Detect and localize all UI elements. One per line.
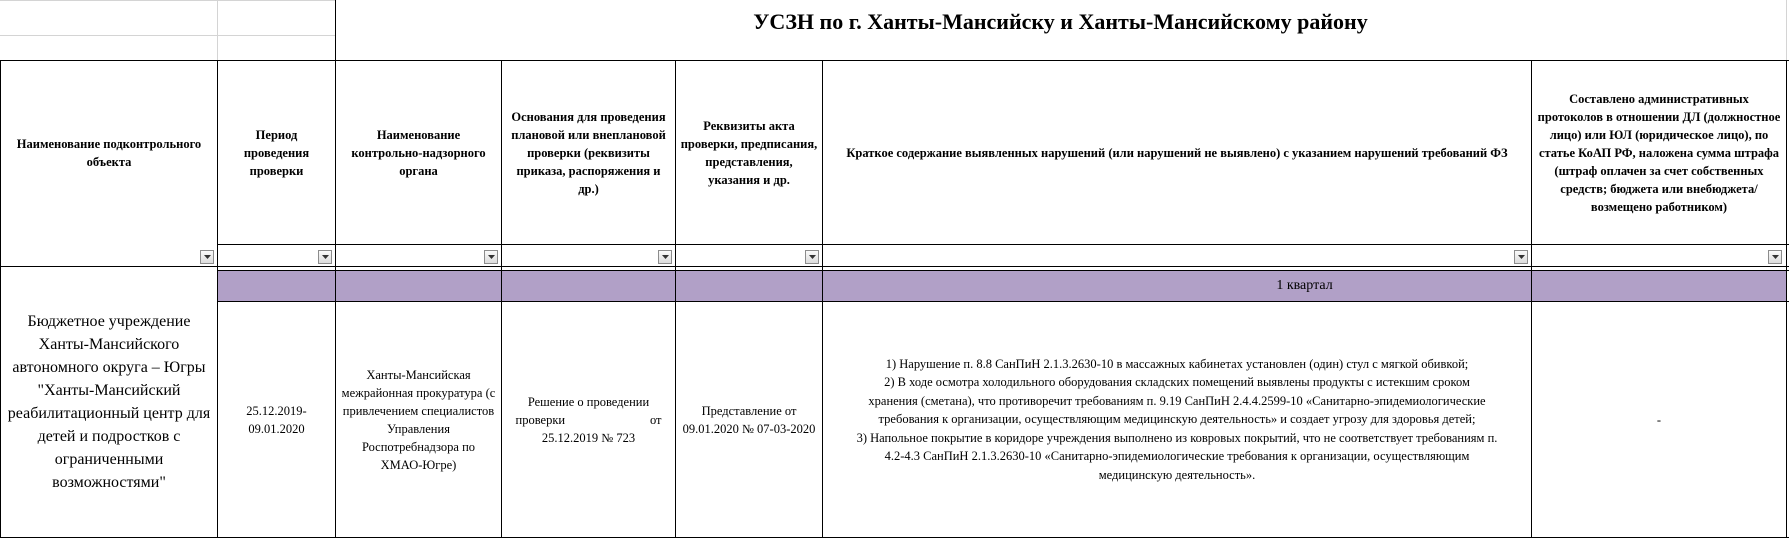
gridline xyxy=(217,0,218,60)
border xyxy=(1786,60,1787,538)
filter-dropdown-violations[interactable] xyxy=(1514,250,1528,264)
cell-authority: Ханты-Мансийская межрайонная прокуратура (с привлечением специалистов Управления Роспотребнадзора по ХМАО-Югре) xyxy=(341,367,496,472)
border xyxy=(501,271,502,301)
basis-word: проверки xyxy=(515,412,566,427)
header-protocols: Составлено административных протоколов в отношении ДЛ (должностное лицо) или ЮЛ (юридическое лицо), по статье КоАП РФ, наложена сумма штрафа (штраф оплачен за счет собственных средств; бюджета или внебюджета/ возмещено работником) xyxy=(1537,91,1781,214)
cell-violations xyxy=(823,302,1531,537)
border xyxy=(217,244,1789,245)
dropdown-arrow-icon xyxy=(204,255,211,259)
border xyxy=(0,537,1789,538)
filter-dropdown-authority[interactable] xyxy=(484,250,498,264)
gridline xyxy=(0,0,335,1)
dropdown-arrow-icon xyxy=(488,255,495,259)
page-title: УСЗН по г. Ханты-Мансийску и Ханты-Мансийскому району xyxy=(753,9,1368,34)
basis-word: от xyxy=(649,412,662,427)
dropdown-arrow-icon xyxy=(1772,255,1779,259)
dropdown-arrow-icon xyxy=(1518,255,1525,259)
header-period: Период проведения проверки xyxy=(243,127,310,178)
dropdown-arrow-icon xyxy=(809,255,816,259)
filter-dropdown-period[interactable] xyxy=(318,250,332,264)
gridline xyxy=(1786,0,1787,60)
border xyxy=(675,271,676,301)
quarter-label: 1 квартал xyxy=(1276,278,1333,293)
basis-line: Решение о проведении xyxy=(527,394,650,409)
header-authority: Наименование контрольно-надзорного органа xyxy=(351,127,486,178)
filter-dropdown-object[interactable] xyxy=(200,250,214,264)
basis-line xyxy=(516,411,662,429)
violation-item: 1) Нарушение п. 8.8 СанПиН 2.1.3.2630-10 в массажных кабинетах установлен (один) стул с мягкой обивкой; xyxy=(885,356,1469,371)
violations-list xyxy=(823,355,1531,485)
cell-protocols: - xyxy=(1656,412,1662,427)
header-object-name: Наименование подконтрольного объекта xyxy=(16,136,202,169)
header-basis: Основания для проведения плановой или внеплановой проверки (реквизиты приказа, распоряжения и др.) xyxy=(511,109,666,196)
cell-period: 25.12.2019-09.01.2020 xyxy=(246,403,307,436)
filter-dropdown-basis[interactable] xyxy=(658,250,672,264)
dropdown-arrow-icon xyxy=(662,255,669,259)
border xyxy=(217,266,1789,267)
dropdown-arrow-icon xyxy=(322,255,329,259)
filter-dropdown-act[interactable] xyxy=(805,250,819,264)
filter-dropdown-protocols[interactable] xyxy=(1768,250,1782,264)
header-act: Реквизиты акта проверки, предписания, представления, указания и др. xyxy=(680,118,818,187)
violation-item: 3) Напольное покрытие в коридоре учреждения выполнено из ковровых покрытий, что не соответствует требованиям п. 4.2-4.3 СанПиН 2.1.3.2630-10 «Санитарно-эпидемиологические требования к организации, осуществляющим медицинскую деятельность». xyxy=(856,430,1498,482)
header-violations: Краткое содержание выявленных нарушений (или нарушений не выявлено) с указанием нарушений требований ФЗ xyxy=(846,145,1508,160)
cell-basis xyxy=(502,302,675,537)
basis-line: 25.12.2019 № 723 xyxy=(541,430,636,445)
cell-object-name: Бюджетное учреждение Ханты-Мансийского автономного округа – Югры "Ханты-Мансийский реабилитационный центр для детей и подростков с ограниченными возможностями" xyxy=(7,313,211,491)
cell-act: Представление от 09.01.2020 № 07-03-2020 xyxy=(682,403,816,436)
border xyxy=(335,271,336,301)
violation-item: 2) В ходе осмотра холодильного оборудования складских помещений выявлены продукты с истекшим сроком хранения (сметана), что противоречит требованиям п. 9.19 СанПиН 2.4.4.2599-10 «Санитарно-эпидемиологические требования к организации, осуществляющим медицинскую деятельность» и создает угрозу для здоровья детей; xyxy=(868,375,1486,427)
gridline xyxy=(0,35,335,36)
